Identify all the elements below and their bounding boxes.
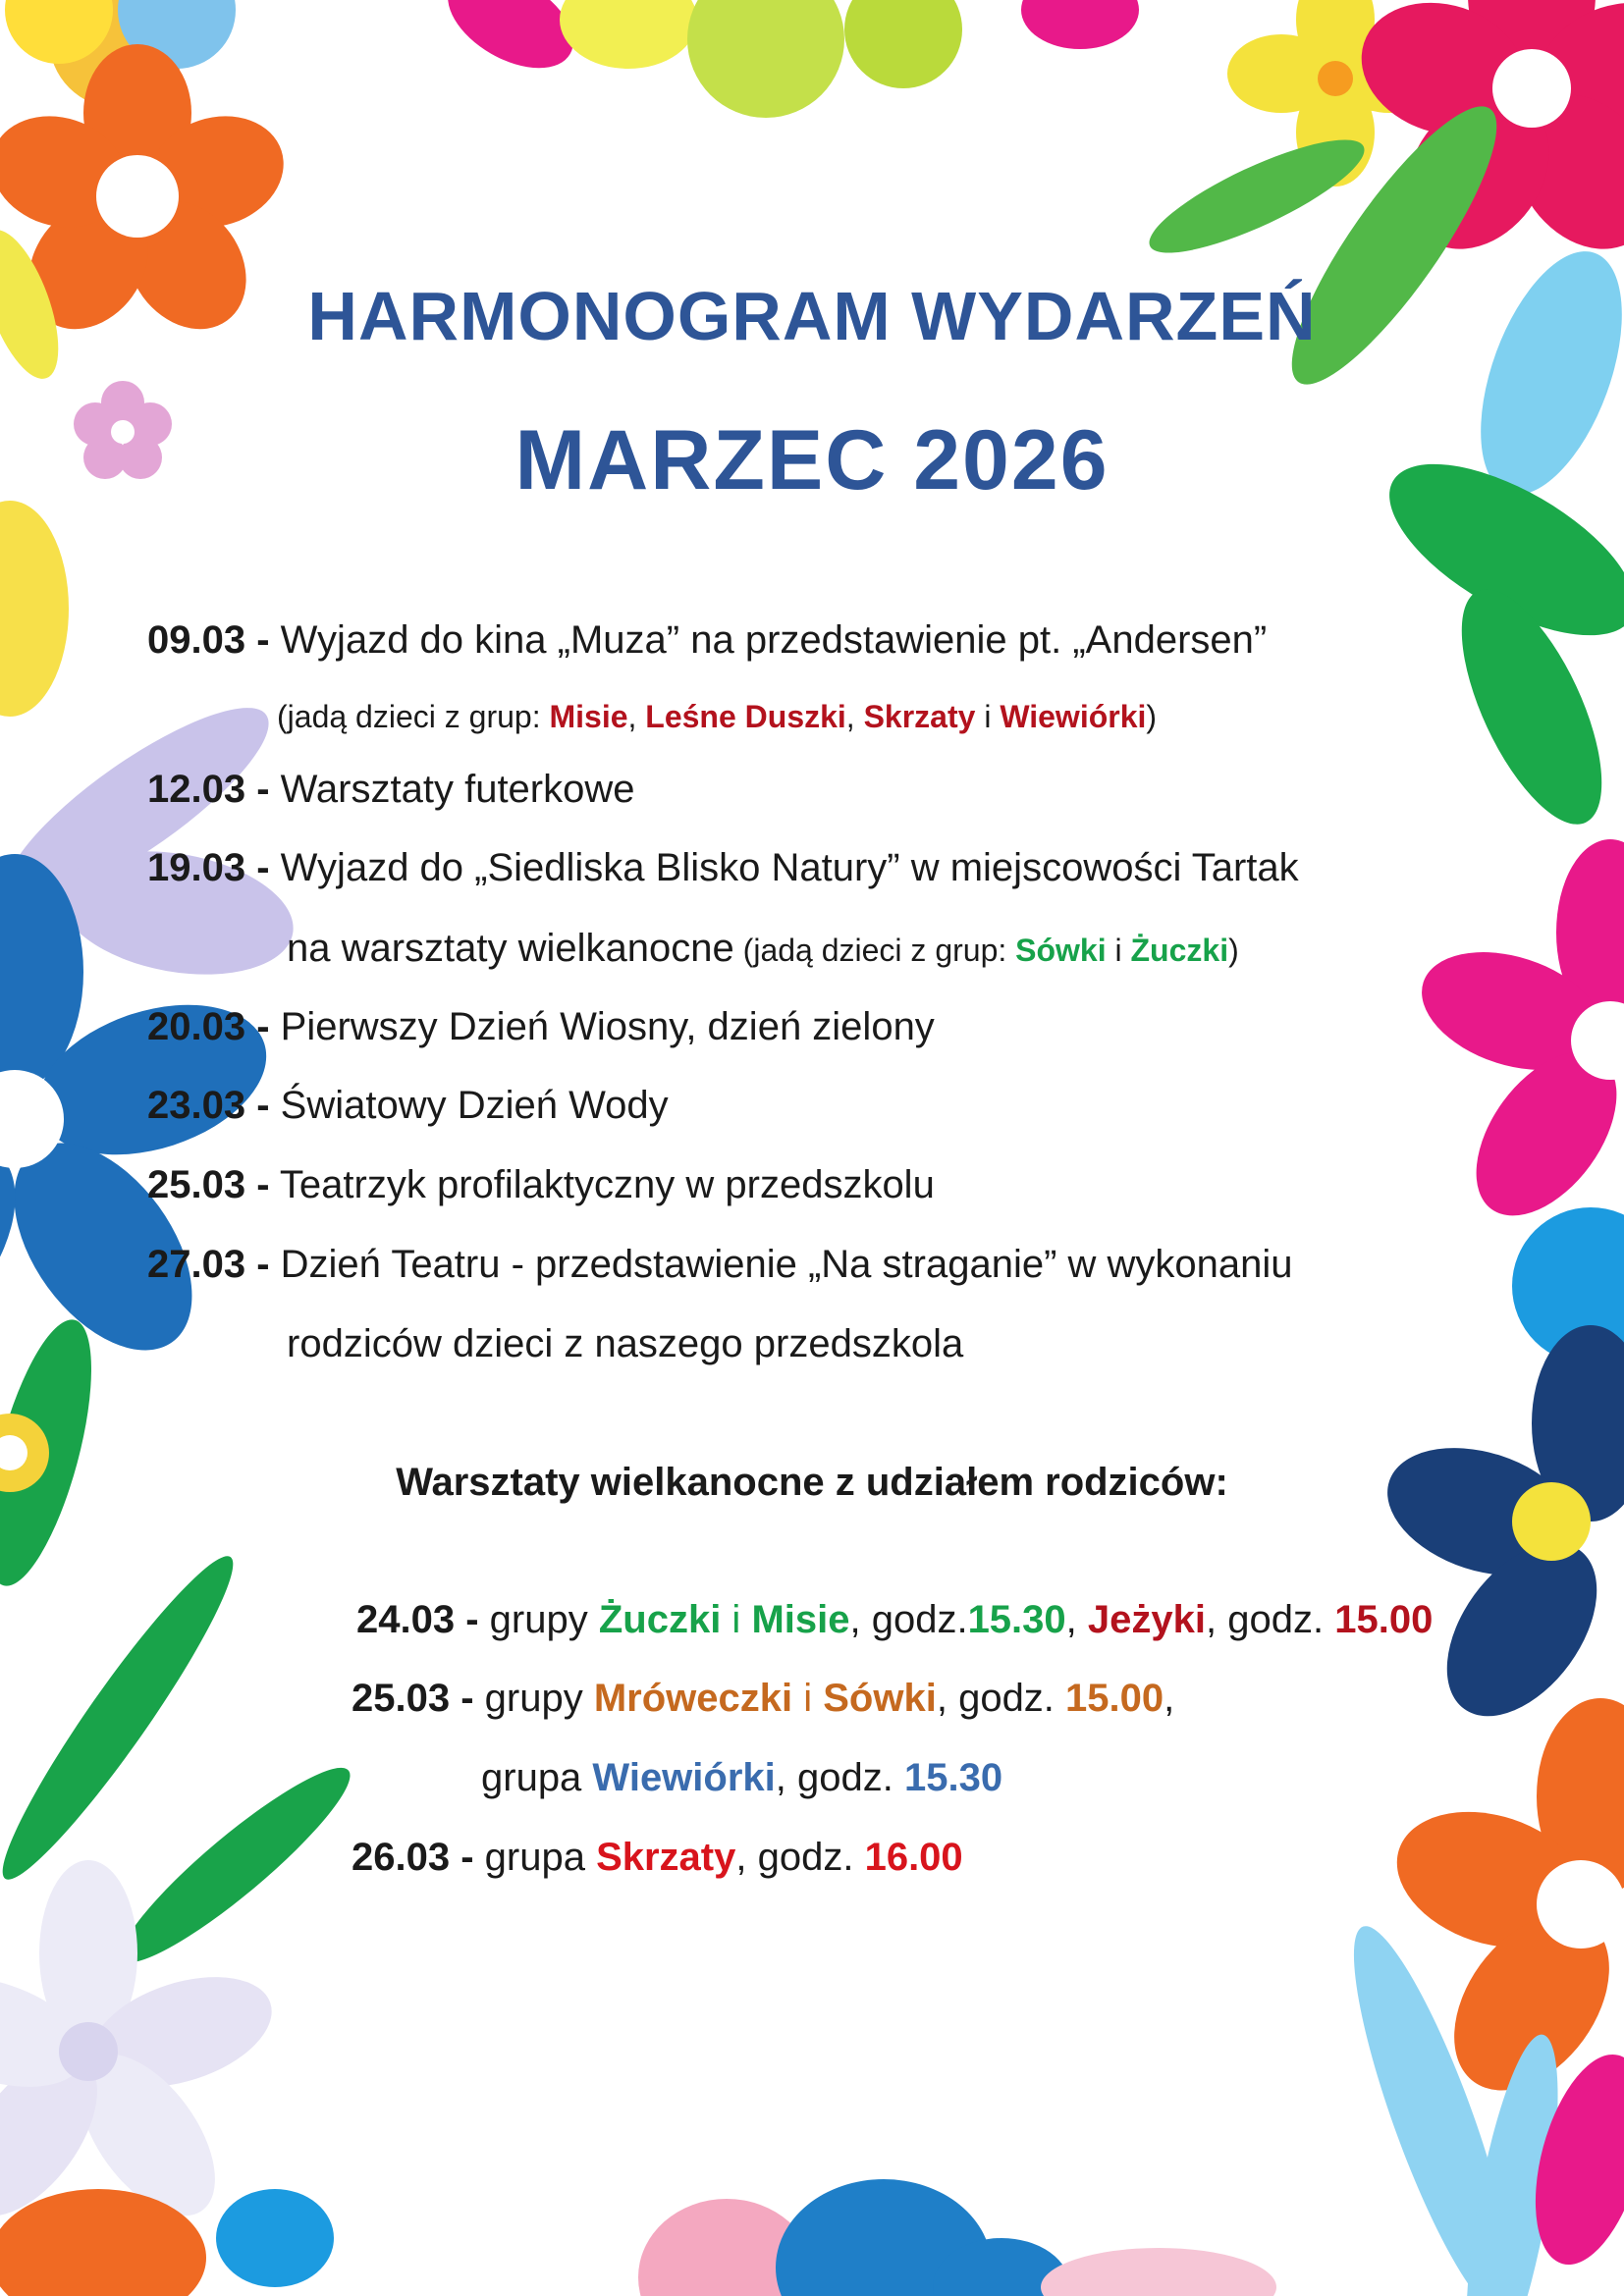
group-name: Sówki xyxy=(823,1677,937,1720)
workshop-text: grupa xyxy=(473,1836,597,1879)
separator: , xyxy=(627,699,646,734)
document-title: HARMONOGRAM WYDARZEŃ xyxy=(307,278,1317,354)
workshop-time: 15.00 xyxy=(1334,1598,1434,1641)
workshop-time: 15.30 xyxy=(967,1598,1066,1641)
group-name: Misie xyxy=(549,699,628,734)
note-suffix: ) xyxy=(1228,933,1239,968)
workshop-time: 16.00 xyxy=(864,1836,963,1879)
group-name: Wiewiórki xyxy=(592,1756,776,1799)
workshop-date: 24.03 - xyxy=(356,1598,479,1641)
document-subtitle: MARZEC 2026 xyxy=(514,413,1110,507)
workshop-text: grupa xyxy=(481,1756,593,1799)
event-text: Pierwszy Dzień Wiosny, dzień zielony xyxy=(280,1005,935,1048)
workshop-text: , godz. xyxy=(936,1677,1066,1720)
workshops-heading: Warsztaty wielkanocne z udziałem rodziców: xyxy=(396,1461,1228,1504)
event-item xyxy=(147,1241,1293,1288)
event-text: Wyjazd do „Siedliska Blisko Natury” w miejscowości Tartak xyxy=(280,846,1299,889)
event-item xyxy=(147,766,635,813)
event-text: Światowy Dzień Wody xyxy=(280,1084,669,1127)
group-name: Żuczki xyxy=(1130,933,1229,968)
event-text: rodziców dzieci z naszego przedszkola xyxy=(287,1322,964,1365)
workshop-text: grupy xyxy=(473,1677,594,1720)
event-continuation xyxy=(287,1320,963,1367)
workshop-row xyxy=(352,1834,963,1881)
event-item xyxy=(147,844,1299,891)
workshop-time: 15.00 xyxy=(1065,1677,1164,1720)
group-name: Wiewiórki xyxy=(1000,699,1147,734)
event-text: Teatrzyk profilaktyczny w przedszkolu xyxy=(279,1163,935,1206)
event-date: 23.03 - xyxy=(147,1084,270,1127)
note-suffix: ) xyxy=(1146,699,1158,734)
event-continuation xyxy=(287,925,1239,974)
workshop-time: 15.30 xyxy=(903,1756,1003,1799)
workshop-text: , xyxy=(1065,1598,1088,1641)
workshop-text: grupy xyxy=(478,1598,599,1641)
workshop-row xyxy=(352,1675,1174,1722)
separator: , xyxy=(845,699,864,734)
event-date: 19.03 - xyxy=(147,846,270,889)
event-date: 12.03 - xyxy=(147,768,270,811)
workshop-date: 25.03 - xyxy=(352,1677,474,1720)
event-item xyxy=(147,616,1267,664)
conjunction: i xyxy=(792,1677,824,1720)
event-text: Warsztaty futerkowe xyxy=(280,768,635,811)
event-date: 20.03 - xyxy=(147,1005,270,1048)
event-item xyxy=(147,1161,935,1208)
separator: i xyxy=(1106,933,1131,968)
group-name: Jeżyki xyxy=(1087,1598,1207,1641)
separator: i xyxy=(975,699,1001,734)
workshop-text: , godz. xyxy=(1206,1598,1335,1641)
group-name: Skrzaty xyxy=(863,699,976,734)
event-text: Dzień Teatru - przedstawienie „Na straganie” w wykonaniu xyxy=(280,1243,1293,1286)
workshop-text: , godz. xyxy=(735,1836,865,1879)
conjunction: i xyxy=(721,1598,752,1641)
workshop-text: , godz. xyxy=(849,1598,968,1641)
group-name: Skrzaty xyxy=(596,1836,736,1879)
workshop-text: , godz. xyxy=(775,1756,904,1799)
event-text: na warsztaty wielkanocne xyxy=(287,927,734,970)
group-name: Sówki xyxy=(1015,933,1107,968)
workshop-row xyxy=(356,1596,1433,1643)
note-prefix: (jadą dzieci z grup: xyxy=(733,933,1016,968)
workshop-text: , xyxy=(1164,1677,1175,1720)
group-name: Misie xyxy=(751,1598,850,1641)
group-name: Leśne Duszki xyxy=(645,699,846,734)
event-item xyxy=(147,1082,669,1129)
event-text: Wyjazd do kina „Muza” na przedstawienie pt. „Andersen” xyxy=(280,618,1268,662)
event-date: 25.03 - xyxy=(147,1163,270,1206)
event-note xyxy=(277,693,1157,740)
event-date: 27.03 - xyxy=(147,1243,270,1286)
event-date: 09.03 - xyxy=(147,618,270,662)
group-name: Żuczki xyxy=(598,1598,722,1641)
note-prefix: (jadą dzieci z grup: xyxy=(277,699,550,734)
event-item xyxy=(147,1003,935,1050)
workshop-row xyxy=(481,1754,1002,1801)
group-name: Mróweczki xyxy=(593,1677,793,1720)
workshop-date: 26.03 - xyxy=(352,1836,474,1879)
